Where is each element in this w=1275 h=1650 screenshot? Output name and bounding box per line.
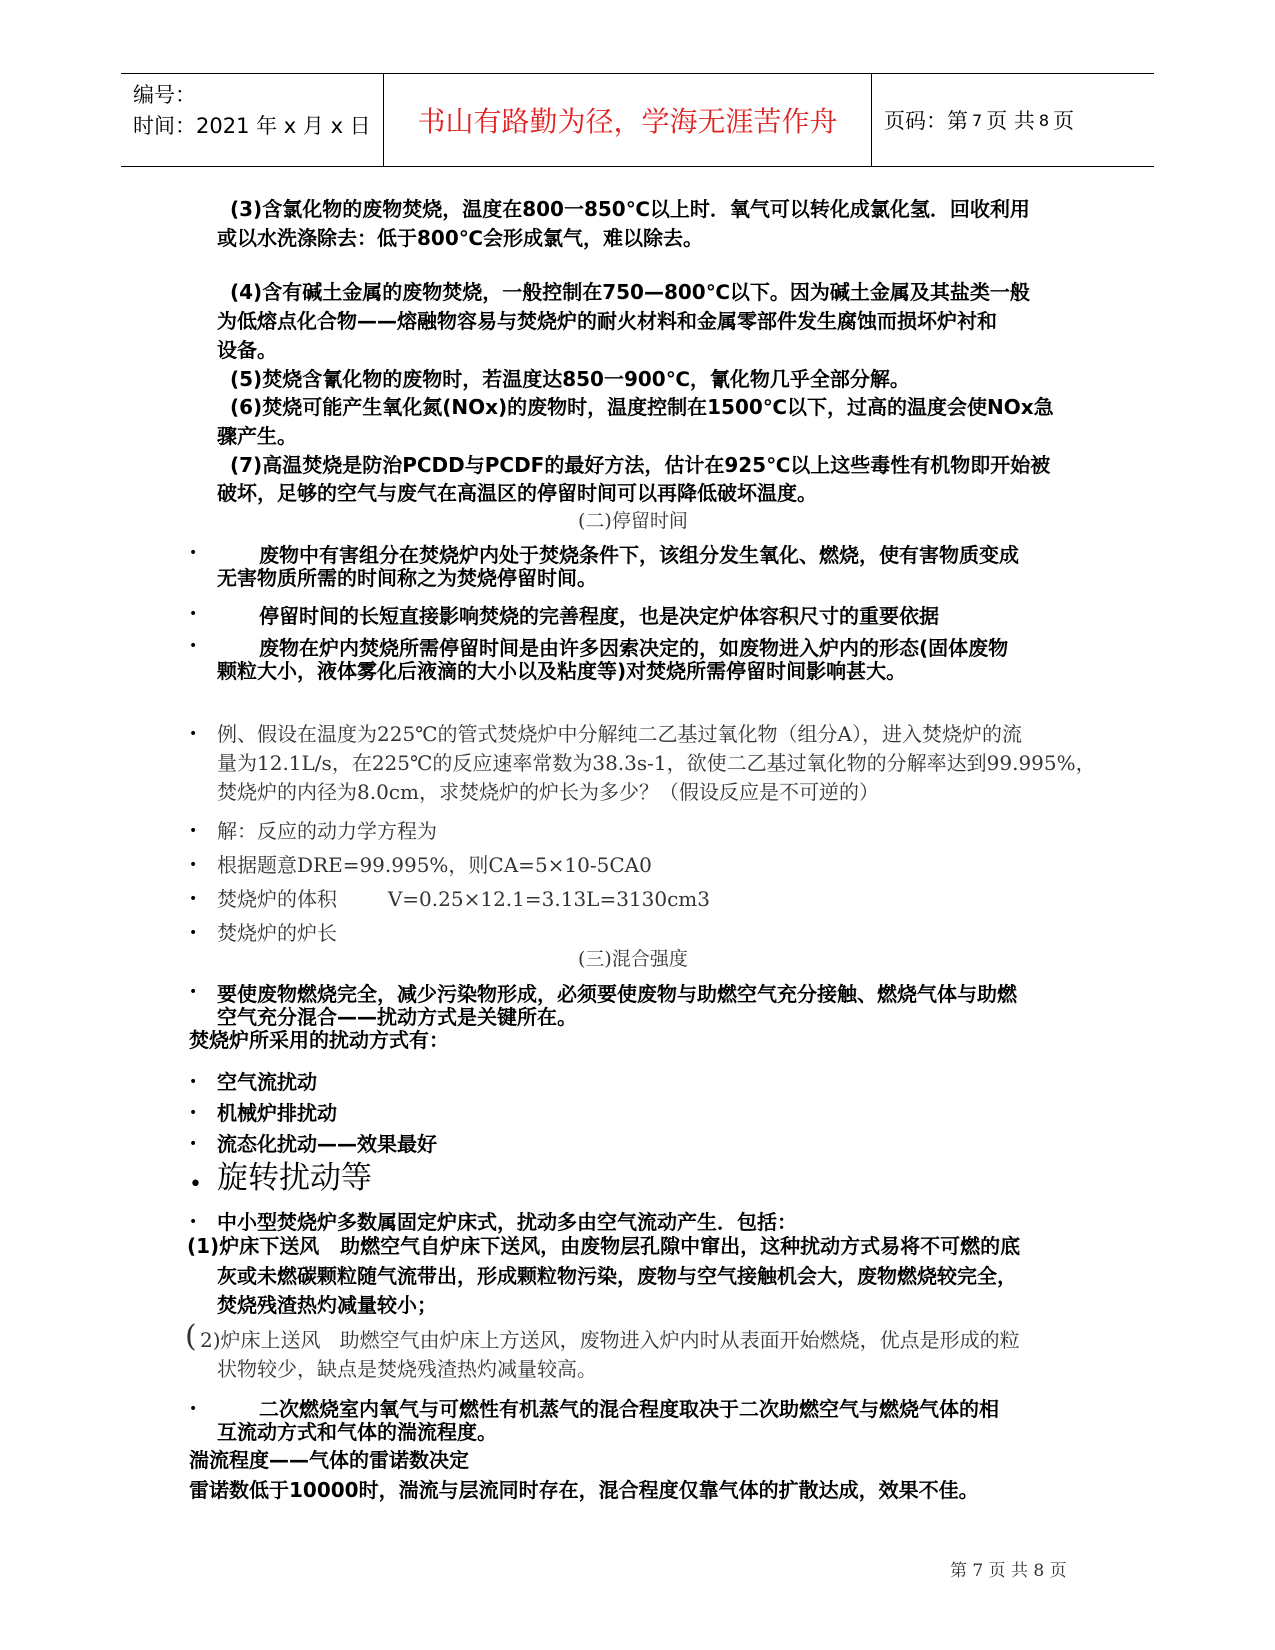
para-3-line2: 或以水洗涤除去：低于800℃会形成氯气，难以除去。 bbox=[217, 226, 703, 250]
bullet: • bbox=[189, 638, 198, 654]
mixing-methods-intro: 焚烧炉所采用的扰动方式有： bbox=[189, 1028, 449, 1052]
bullet: • bbox=[189, 1214, 198, 1230]
underfire-line1: (1)炉床下送风 助燃空气自炉床下送风，由废物层孔隙中窜出，这种扰动方式易将不可燃的底 bbox=[187, 1234, 1021, 1258]
para-4-line1: (4)含有碱土金属的废物焚烧，一般控制在750—800℃以下。因为碱土金属及其盐类一般 bbox=[230, 280, 1030, 304]
bullet: • bbox=[189, 891, 198, 907]
para-6-line2: 骤产生。 bbox=[217, 424, 297, 448]
bullet: • bbox=[189, 545, 198, 561]
bullet: • bbox=[189, 726, 198, 742]
reynolds-line: 雷诺数低于10000时，湍流与层流同时存在，混合程度仅靠气体的扩散达成，效果不佳。 bbox=[189, 1478, 979, 1502]
para-7-line1: (7)高温焚烧是防治PCDD与PCDF的最好方法，估计在925℃以上这些毒性有机物即开始被 bbox=[230, 453, 1051, 477]
residence-b2: 停留时间的长短直接影响焚烧的完善程度，也是决定炉体容积尺寸的重要依据 bbox=[259, 604, 939, 628]
mixing-line2: 空气充分混合——扰动方式是关键所在。 bbox=[217, 1005, 577, 1029]
overfire-line2: 状物较少，缺点是焚烧残渣热灼减量较高。 bbox=[217, 1357, 597, 1381]
method-fluidized: 流态化扰动——效果最好 bbox=[217, 1132, 437, 1156]
para-4-line3: 设备。 bbox=[217, 338, 277, 362]
number-label: 编号： bbox=[133, 83, 196, 107]
solution-line2: 根据题意DRE=99.995%，则CA=5×10-5CA0 bbox=[217, 853, 652, 877]
page-total: 8 bbox=[1038, 110, 1050, 130]
page-number: 7 bbox=[972, 110, 983, 130]
fixed-bed-intro: 中小型焚烧炉多数属固定炉床式，扰动多由空气流动产生．包括： bbox=[217, 1210, 797, 1234]
bullet: • bbox=[189, 984, 198, 1000]
example-line1: 例、假设在温度为225℃的管式焚烧炉中分解纯二乙基过氧化物（组分A），进入焚烧炉的流 bbox=[217, 722, 1022, 746]
method-air-flow: 空气流扰动 bbox=[217, 1070, 317, 1094]
underfire-line2: 灰或未燃碳颗粒随气流带出，形成颗粒物污染，废物与空气接触机会大，废物燃烧较完全， bbox=[217, 1264, 1017, 1288]
section-heading-3: (三)混合强度 bbox=[578, 948, 688, 970]
section-heading-2: (二)停留时间 bbox=[578, 510, 688, 532]
solution-line4: 焚烧炉的炉长 bbox=[217, 921, 337, 945]
page-header bbox=[121, 73, 1154, 167]
time-label: 时间：2021 年 x 月 x 日 bbox=[133, 114, 371, 138]
overfire-paren: ( bbox=[185, 1319, 197, 1354]
turbulence-line: 湍流程度——气体的雷诺数决定 bbox=[189, 1448, 469, 1472]
bullet: • bbox=[189, 606, 198, 622]
header-page-info: 页码：第 7 页 共 8 页 bbox=[884, 109, 1075, 133]
residence-b1-line1: 废物中有害组分在焚烧炉内处于焚烧条件下，该组分发生氧化、燃烧，使有害物质变成 bbox=[259, 543, 1019, 567]
residence-b1-line2: 无害物质所需的时间称之为焚烧停留时间。 bbox=[217, 566, 597, 590]
method-rotary: 旋转扰动等 bbox=[217, 1160, 372, 1196]
para-4-line2: 为低熔点化合物——熔融物容易与焚烧炉的耐火材料和金属零部件发生腐蚀而损坏炉衬和 bbox=[217, 309, 997, 333]
bullet: • bbox=[189, 1172, 202, 1197]
bullet: • bbox=[189, 823, 198, 839]
bullet: • bbox=[189, 1136, 198, 1152]
mixing-line1: 要使废物燃烧完全，减少污染物形成，必须要使废物与助燃空气充分接触、燃烧气体与助燃 bbox=[217, 982, 1017, 1006]
residence-b3-line1: 废物在炉内焚烧所需停留时间是由许多因索决定的，如废物进入炉内的形态(固体废物 bbox=[259, 636, 1009, 660]
bullet: • bbox=[189, 857, 198, 873]
overfire-line1: 2)炉床上送风 助燃空气由炉床上方送风，废物进入炉内时从表面开始燃烧，优点是形成的粒 bbox=[200, 1328, 1020, 1352]
solution-line3: 焚烧炉的体积 V=0.25×12.1=3.13L=3130cm3 bbox=[217, 887, 710, 911]
residence-b3-line2: 颗粒大小，液体雾化后液滴的大小以及粘度等)对焚烧所需停留时间影响甚大。 bbox=[217, 659, 907, 683]
header-meta bbox=[121, 74, 384, 166]
para-5: (5)焚烧含氰化物的废物时，若温度达850一900℃，氰化物几乎全部分解。 bbox=[230, 367, 910, 391]
example-line3: 焚烧炉的内径为8.0cm，求焚烧炉的炉长为多少？（假设反应是不可逆的） bbox=[217, 780, 879, 804]
method-grate: 机械炉排扰动 bbox=[217, 1101, 337, 1125]
page-footer: 第 7 页 共 8 页 bbox=[950, 1561, 1067, 1581]
secondary-line1: 二次燃烧室内氧气与可燃性有机蒸气的混合程度取决于二次助燃空气与燃烧气体的相 bbox=[259, 1397, 999, 1421]
para-3-line1: (3)含氯化物的废物焚烧，温度在800一850℃以上时．氧气可以转化成氯化氢．回收利用 bbox=[230, 197, 1030, 221]
bullet: • bbox=[189, 925, 198, 941]
bullet: • bbox=[189, 1074, 198, 1090]
para-7-line2: 破坏，足够的空气与废气在高温区的停留时间可以再降低破坏温度。 bbox=[217, 481, 817, 505]
solution-line1: 解：反应的动力学方程为 bbox=[217, 819, 437, 843]
underfire-line3: 焚烧残渣热灼减量较小； bbox=[217, 1293, 437, 1317]
secondary-line2: 互流动方式和气体的湍流程度。 bbox=[217, 1420, 497, 1444]
header-motto: 书山有路勤为径，学海无涯苦作舟 bbox=[384, 74, 872, 166]
para-6-line1: (6)焚烧可能产生氧化氮(NOx)的废物时，温度控制在1500℃以下，过高的温度会使NOx急 bbox=[230, 395, 1054, 419]
bullet: • bbox=[189, 1401, 198, 1417]
bullet: • bbox=[189, 1105, 198, 1121]
example-line2: 量为12.1L/s，在225℃的反应速率常数为38.3s-1，欲使二乙基过氧化物的分解率达到99.995%， bbox=[217, 751, 1096, 775]
